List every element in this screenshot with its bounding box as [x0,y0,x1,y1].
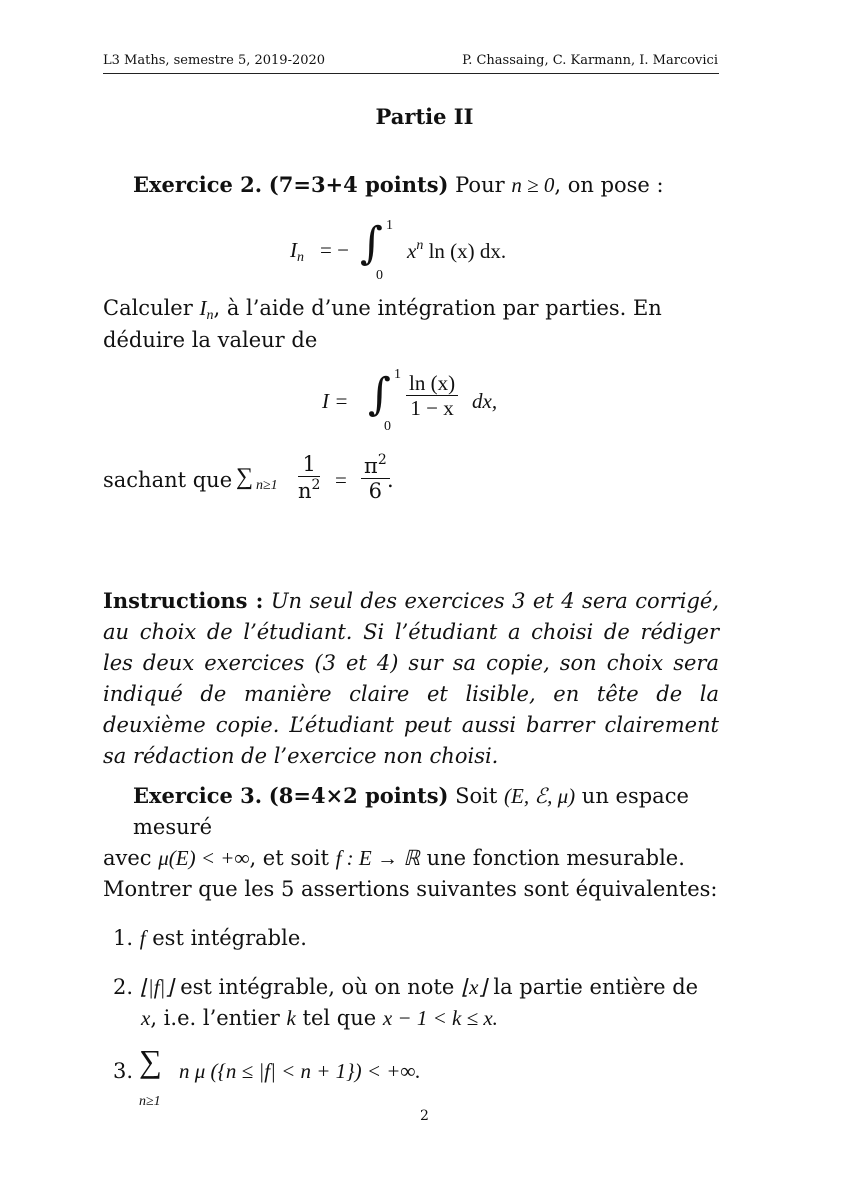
ex3-item-1 [103,923,753,954]
eq1-mid: = − [320,238,349,262]
ex3-line2-a: avec [103,846,152,870]
frac-1-over-n2 [298,452,320,503]
ex2-intro-end: , on pose : [554,173,664,197]
frac-pi2-over-6 [361,452,390,503]
item-2-text2: la partie entière de [486,975,699,999]
item-2-cont-text2: tel que [295,1006,383,1030]
ex3-item-2 [103,972,753,1034]
ex3-function-def: f : E → ℝ [335,846,420,870]
eq1-upper: 1 [386,218,393,233]
ex2-points: (7=3+4 points) [268,172,449,197]
eq2-tail: dx, [472,389,498,413]
ex2-heading-line [133,172,664,198]
ex2-intro-math: n ≥ 0 [511,173,555,197]
item-1-math: f [139,926,146,950]
item-2-cont-math2: k [286,1006,296,1030]
instructions-label: Instructions : [103,588,264,613]
page-number: 2 [420,1108,429,1124]
item-2-cont-text: , i.e. l’entier [150,1006,287,1030]
calc-text-a: Calculer [103,296,193,320]
ex3-line1-b: un espace mesuré [133,784,689,839]
sum-sign: ∑ [236,464,254,490]
frac2-num: $\pi^2$ [361,452,390,479]
ex3-finite-measure: μ(E) < +∞ [158,846,250,870]
eq2-upper: 1 [394,367,401,382]
ex3-line2-c: une fonction mesurable. [426,846,685,870]
frac1-num: 1 [298,452,320,477]
integral-sign: ∫ [360,218,383,269]
eq2-numerator: ln (x) [406,371,458,396]
item-1-text: est intégrable. [145,926,307,950]
calc-line-2: déduire la valeur de [103,328,318,352]
integral-sign-2: ∫ [368,369,391,420]
instructions [103,585,719,772]
header-right: P. Chassaing, C. Karmann, I. Marcovici [462,53,718,68]
eq2-fraction [406,371,458,420]
calc-line-1 [103,296,719,324]
item-2-number: 2. [113,975,134,999]
frac1-den: $n^2$ [298,477,321,504]
ex3-line-3: Montrer que les 5 assertions suivantes sont équivalentes: [103,877,718,901]
eq1-lower: 0 [376,268,383,283]
eq2-lower: 0 [384,419,391,434]
equals: = [335,468,347,492]
instructions-text: Un seul des exercices 3 et 4 sera corrigé, au choix de l’étudiant. Si l’étudiant a choisi de rédiger les deux exercices (3 et 4) sur sa copie, son choix sera indiqué de manière claire et lisible, en tête de la deuxième copie. L’étudiant peut aussi barrer clairement sa rédaction de l’exercice non choisi. [103,589,719,768]
ex3-line1-a: Soit [455,784,498,808]
item-2-cont-math: x [141,1006,151,1030]
ex3-line2-b: , et soit [249,846,329,870]
eq2-denominator: 1 − x [410,396,454,421]
item-3-number: 3. [113,1059,134,1083]
item-3-math: n μ ({n ≤ |f| < n + 1}) < +∞. [179,1059,421,1083]
item-1-number: 1. [113,926,134,950]
item-2-cont-math3: x − 1 < k ≤ x. [382,1006,498,1030]
period: . [387,468,394,492]
ex3-points: (8=4×2 points) [268,783,449,808]
item-2-math2: ⌊x⌋ [460,975,487,999]
eq2-lhs: I = [322,389,349,413]
item-3-sum-sign: ∑ [139,1043,162,1079]
ex3-line-1 [103,780,753,843]
ex3-item-3 [103,1043,753,1109]
ex2-heading: Exercice 2. [133,172,263,197]
sum-sub: n≥1 [256,478,278,493]
ex2-intro: Pour [455,173,505,197]
ex3-heading: Exercice 3. [133,783,263,808]
calc-in: $I_n$ [199,296,214,323]
header-rule [103,73,719,74]
item-3-sum-sub: n≥1 [139,1094,161,1109]
eq1-lhs: $I_n$ [290,238,304,265]
frac2-den: 6 [368,479,383,504]
equation-i [322,367,582,437]
calc-text-b: , à l’aide d’une intégration par parties. En [213,296,662,320]
header-left: L3 Maths, semestre 5, 2019-2020 [103,53,326,68]
equation-in [290,218,590,288]
sachant-text: sachant que [103,468,233,492]
eq1-body: $x^n$ ln (x) dx. [407,238,507,263]
item-2-text: est intégrable, où on note [173,975,461,999]
ex3-line-2 [103,843,753,874]
part-title: Partie II [375,104,474,129]
ex3-measure-space: (E, ℰ, μ) [504,784,576,808]
exercise-3 [103,780,753,1109]
item-2-math: ⌊|f|⌋ [139,975,174,999]
